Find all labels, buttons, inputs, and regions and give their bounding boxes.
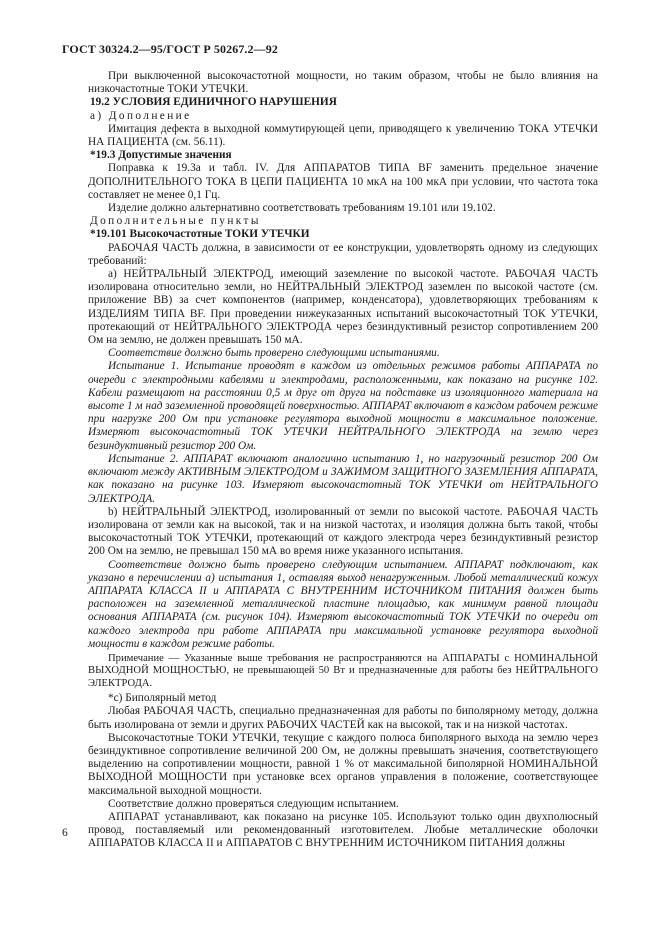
section-heading: *19.3 Допустимые значения xyxy=(90,149,232,162)
subheading-addition: а) Дополнение xyxy=(90,109,192,122)
paragraph-italic: Соответствие должно быть проверено следующими испытаниями. xyxy=(108,347,440,360)
paragraph-italic: Испытание 1. Испытание проводят в каждом из отдельных режимов работы АППАРАТА по очереди с электродными кабелями и электродами, расположенными, как показано на рисунке 102. Кабели размещают на расстоянии 0,5 м друг от друга на подставке из изоляционного материала на высоте 1 м над заземленной проводящей поверхностью. АППАРАТ включают в каждом рабочем режиме при нагрузке 200 Ом при установке регулятора выходной мощности в максимальное положение. Измеряют высокочастотный ТОК УТЕЧКИ НЕЙТРАЛЬНОГО ЭЛЕКТРОДА на землю через безиндуктивный резистор 200 Ом. xyxy=(88,360,598,452)
section-heading: *19.101 Высокочастотные ТОКИ УТЕЧКИ xyxy=(90,228,310,241)
section-heading: 19.2 УСЛОВИЯ ЕДИНИЧНОГО НАРУШЕНИЯ xyxy=(90,96,337,109)
subheading-additional-items: Дополнительные пункты xyxy=(90,215,261,228)
paragraph: При выключенной высокочастотной мощности, но таким образом, чтобы не было влияния на низкочастотные ТОКИ УТЕЧКИ. xyxy=(88,70,598,96)
paragraph-italic: Испытание 2. АППАРАТ включают аналогично испытанию 1, но нагрузочный резистор 200 Ом включают между АКТИВНЫМ ЭЛЕКТРОДОМ и ЗАЖИМОМ ЗАЩИТНОГО ЗАЗЕМЛЕНИЯ АППАРАТА, как показано на рисунке 103. Измеряют высокочастотный ТОК УТЕЧКИ от НЕЙТРАЛЬНОГО ЭЛЕКТРОДА. xyxy=(88,452,598,505)
paragraph: Высокочастотные ТОКИ УТЕЧКИ, текущие с каждого полюса биполярного выхода на землю через безиндуктивное сопротивление величиной 200 Ом, не должны превышать значения, соответствующего выделению на сопротивлении мощности, равной 1 % от максимальной биполярной НОМИНАЛЬНОЙ ВЫХОДНОЙ МОЩНОСТИ при установке всех органов управления в положение, соответствующее максимальной выходной мощности. xyxy=(88,731,598,797)
paragraph-italic: Соответствие должно быть проверено следующим испытанием. АППАРАТ подключают, как указано в перечислении а) испытания 1, оставляя выход ненагруженным. Любой металлический кожух АППАРАТА КЛАССА II и АППАРАТА С ВНУТРЕННИМ ИСТОЧНИКОМ ПИТАНИЯ должен быть расположен на заземленной металлической пластине площадью, как минимум равной площади основания АППАРАТА (см. рисунок 104). Измеряют высокочастотный ТОК УТЕЧКИ по очереди от каждого электрода при работе АППАРАТА при максимальной установке регулятора выходной мощности в каждом режиме работы. xyxy=(88,558,598,650)
document-header: ГОСТ 30324.2—95/ГОСТ Р 50267.2—92 xyxy=(62,42,278,56)
paragraph: Соответствие должно проверяться следующим испытанием. xyxy=(108,797,399,810)
paragraph: Поправка к 19.3а и табл. IV. Для АППАРАТОВ ТИПА BF заменить предельное значение ДОПОЛНИТЕЛЬНОГО ТОКА В ЦЕПИ ПАЦИЕНТА 10 мкА на 100 мкА при условии, что частота тока составляет не менее 0,1 Гц. xyxy=(88,162,598,201)
paragraph: Любая РАБОЧАЯ ЧАСТЬ, специально предназначенная для работы по биполярному методу, должна быть изолирована от земли и других РАБОЧИХ ЧАСТЕЙ как на высокой, так и на низкой частотах. xyxy=(88,705,598,731)
document-body xyxy=(88,70,598,851)
paragraph: *с) Биполярный метод xyxy=(108,692,217,705)
note: Примечание — Указанные выше требования не распространяются на АППАРАТЫ с НОМИНАЛЬНОЙ ВЫХОДНОЙ МОЩНОСТЬЮ, не превышающей 50 Вт и предназначенные для работы без НЕЙТРАЛЬНОГО ЭЛЕКТРОДА. xyxy=(88,652,598,689)
paragraph: АППАРАТ устанавливают, как показано на рисунке 105. Используют только один двухполюсный провод, поставляемый или рекомендованный изготовителем. Любые металлические оболочки АППАРАТОВ КЛАССА II и АППАРАТОВ С ВНУТРЕННИМ ИСТОЧНИКОМ ПИТАНИЯ должны xyxy=(88,810,598,850)
paragraph: Имитация дефекта в выходной коммутирующей цепи, приводящего к увеличению ТОКА УТЕЧКИ НА ПАЦИЕНТА (см. 56.11). xyxy=(88,122,598,149)
page-number: 6 xyxy=(62,827,68,839)
paragraph: Изделие должно альтернативно соответствовать требованиям 19.101 или 19.102. xyxy=(108,202,496,215)
paragraph: b) НЕЙТРАЛЬНЫЙ ЭЛЕКТРОД, изолированный от земли по высокой частоте. РАБОЧАЯ ЧАСТЬ изолирована от земли как на высокой, так и на низкой частотах, и изоляция должна быть такой, чтобы высокочастотный ТОК УТЕЧКИ, протекающий от каждого электрода через безиндуктивный резистор 200 Ом на землю, не превышал 150 мА во время ниже указанного испытания. xyxy=(88,505,598,558)
paragraph: а) НЕЙТРАЛЬНЫЙ ЭЛЕКТРОД, имеющий заземление по высокой частоте. РАБОЧАЯ ЧАСТЬ изолирована относительно земли, но НЕЙТРАЛЬНЫЙ ЭЛЕКТРОД заземлен по высокой частоте (см. приложение ВВ) за счет компонентов (например, конденсатора), удовлетворяющих требованиям к ИЗДЕЛИЯМ ТИПА BF. При проведении нижеуказанных испытаний высокочастотный ТОК УТЕЧКИ, протекающий от НЕЙТРАЛЬНОГО ЭЛЕКТРОДА через безиндуктивный резистор сопротивлением 200 Ом на землю, не должен превышать 150 мА. xyxy=(88,268,598,347)
paragraph: РАБОЧАЯ ЧАСТЬ должна, в зависимости от ее конструкции, удовлетворять одному из следующих требований: xyxy=(88,241,598,267)
